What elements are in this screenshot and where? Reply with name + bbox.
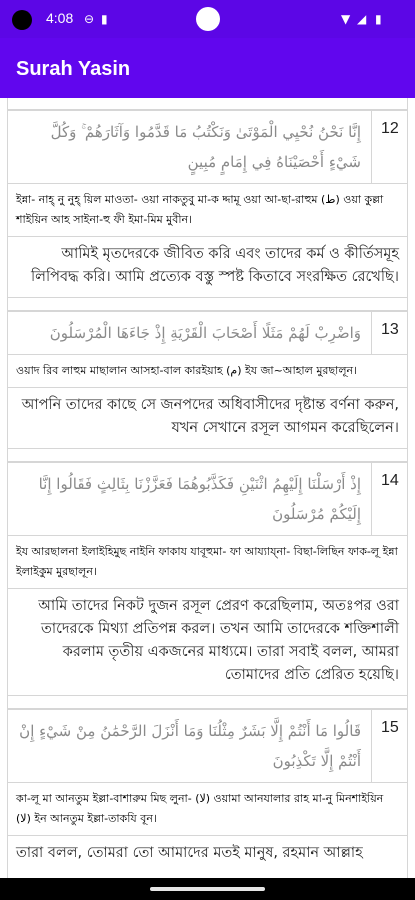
list-top-strip [8, 98, 407, 110]
verse-number: 14 [381, 472, 399, 489]
verse-number: 15 [381, 719, 399, 736]
signal-icon: ◢ [357, 12, 367, 26]
sim-card-icon: ▮ [101, 12, 108, 26]
verse-card [8, 709, 407, 873]
navigation-bar [0, 878, 415, 900]
verse-list[interactable] [7, 98, 408, 878]
arabic-text: وَاضْرِبْ لَهُمْ مَثَلًا أَصْحَابَ الْقَرْيَةِ إِذْ جَاءَهَا الْمُرْسَلُونَ [8, 312, 372, 354]
verse-card [8, 110, 407, 297]
arabic-text: إِذْ أَرْسَلْنَا إِلَيْهِمُ اثْنَيْنِ فَكَذَّبُوهُمَا فَعَزَّزْنَا بِثَالِثٍ فَقَالُوا إِنَّا إِلَيْكُمْ مُرْسَلُونَ [8, 463, 372, 535]
status-time: 4:08 [46, 10, 74, 26]
verse-header [8, 710, 407, 783]
camera-cutout [12, 10, 32, 30]
verse-separator [8, 695, 407, 709]
vpn-icon: ⊖ [84, 12, 95, 26]
home-gesture-handle[interactable] [150, 887, 265, 891]
transliteration-text: কা-লূ মা আনতুম ইল্লা-বাশারুম মিছ লুনা- (لا) ওয়ামা আনযালার রাহ মা-নু মিনশাইয়িন (لا) ইন আনতুম ইল্লা-তাকযি বূন। [8, 783, 407, 836]
transliteration-text: ওয়াদ রিব লাহুম মাছালান আসহা-বাল কারইয়াহ (م) ইয জা~আহাল মুরছালূন। [8, 355, 407, 388]
verse-number: 12 [381, 120, 399, 137]
bangla-translation: তারা বলল, তোমরা তো আমাদের মতই মানুষ, রহমান আল্লাহ [16, 845, 363, 861]
front-camera-icon [196, 7, 220, 31]
arabic-text: قَالُوا مَا أَنْتُمْ إِلَّا بَشَرٌ مِثْلُنَا وَمَا أَنْزَلَ الرَّحْمَٰنُ مِنْ شَيْءٍ إِنْ أَنْتُمْ إِلَّا تَكْذِبُونَ [8, 710, 372, 782]
verse-number: 13 [381, 321, 399, 338]
verse-card [8, 311, 407, 448]
verse-separator [8, 448, 407, 462]
arabic-text: إِنَّا نَحْنُ نُحْيِي الْمَوْتَىٰ وَنَكْتُبُ مَا قَدَّمُوا وَآثَارَهُمْ ۚ وَكُلَّ شَيْءٍ أَحْصَيْنَاهُ فِي إِمَامٍ مُبِينٍ [8, 111, 372, 183]
app-title: Surah Yasin [16, 58, 131, 80]
bangla-translation: আপনি তাদের কাছে সে জনপদের অধিবাসীদের দৃষ্টান্ত বর্ণনা করুন, যখন সেখানে রসূল আগমন করেছিলেন। [21, 397, 399, 436]
verse-header [8, 312, 407, 355]
transliteration-text: ইন্না- নাহ্ নু নুহ্ য়িল মাওতা- ওয়া নাকতুবু মা-ক দ্দামূ ওয়া আ-ছা-রাহুম (ط) ওয়া কুল্লা শাইয়িন আহ সাইনা-হু ফী ইমা-মিম মুবীন। [8, 184, 407, 237]
battery-icon: ▮ [375, 12, 382, 26]
wifi-icon: ▼ [341, 12, 351, 26]
status-bar [0, 0, 415, 38]
verse-header [8, 463, 407, 536]
verse-separator [8, 297, 407, 311]
bangla-translation: আমি তাদের নিকট দুজন রসূল প্রেরণ করেছিলাম, অতঃপর ওরা তাদেরকে মিথ্যা প্রতিপন্ন করল। তখন আমি তাদেরকে শক্তিশালী করলাম তৃতীয় একজনের মাধ্যমে। তারা সবাই বলল, আমরা তোমাদের প্রতি প্রেরিত হয়েছি। [38, 598, 399, 683]
verse-header [8, 111, 407, 184]
transliteration-text: ইয আরছালনা ইলাইহিমুছ নাইনি ফাকায যাবূহুমা- ফা আয্যায্না- বিছা-লিছিন ফাক-লূ ইন্না ইলাইকুম মুরছালূন। [8, 536, 407, 589]
bangla-translation: আমিই মৃতদেরকে জীবিত করি এবং তাদের কর্ম ও কীর্তিসমূহ লিপিবদ্ধ করি। আমি প্রত্যেক বস্তু স্পষ্ট কিতাবে সংরক্ষিত রেখেছি। [31, 246, 399, 285]
app-bar [0, 38, 415, 98]
verse-card [8, 462, 407, 695]
